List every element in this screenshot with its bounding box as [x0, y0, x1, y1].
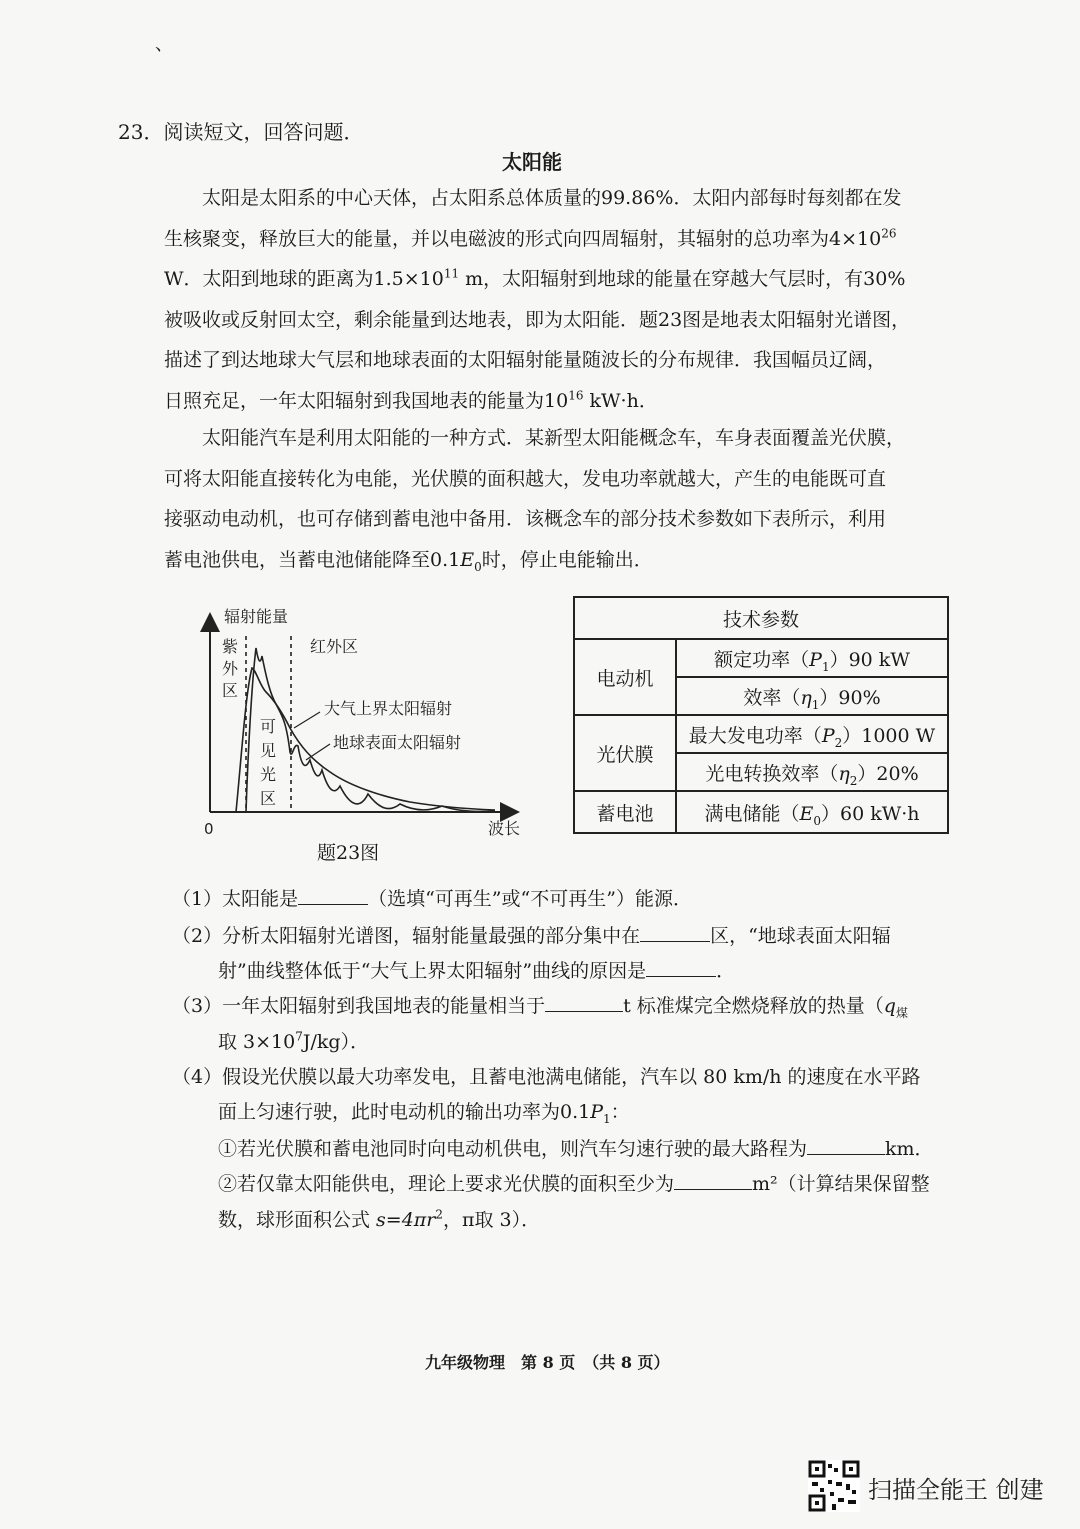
question-3: （3）一年太阳辐射到我国地表的能量相当于 t 标准煤完全燃烧释放的热量（$q_煤$: [172, 988, 908, 1024]
series-surface-label: 地球表面太阳辐射: [333, 733, 462, 752]
visible-label-1: 可: [260, 717, 277, 736]
tech-params-table: [573, 596, 949, 834]
visible-label-2: 见: [260, 741, 277, 760]
table-cell: 光电转换效率$(\eta_2)20\%$: [676, 753, 948, 791]
paragraph-2: [164, 418, 976, 580]
x-axis-label: 波长: [488, 819, 521, 838]
y-axis-label: 辐射能量: [224, 607, 289, 626]
paragraph-line: 被吸收或反射回太空，剩余能量到达地表，即为太阳能．题23图是地表太阳辐射光谱图，: [164, 308, 911, 331]
question-3-cont: 取 $3\times 10^7J/kg$）．: [218, 1029, 370, 1053]
paragraph-line: W．太阳到地球的距离为$1.5\times 10^{11}$ m，太阳辐射到地球的能量在穿越大气层时，有30%: [164, 266, 906, 290]
question-2: （2）分析太阳辐射光谱图，辐射能量最强的部分集中在 区，“地球表面太阳辐: [172, 918, 891, 954]
table-cell: 效率$(\eta_1)90\%$: [676, 677, 948, 715]
qr-code-icon: [808, 1460, 860, 1512]
uv-label-1: 紫: [222, 637, 239, 656]
table-group-battery: 蓄电池: [574, 791, 676, 833]
paragraph-line: 蓄电池供电，当蓄电池储能降至$0.1E_0$时，停止电能输出．: [164, 548, 653, 574]
table-group-motor: 电动机: [574, 639, 676, 715]
question-2-cont: 射”曲线整体低于“大气上界太阳辐射”曲线的原因是 ．: [218, 953, 735, 989]
ir-label: 红外区: [310, 637, 359, 656]
paragraph-line: 太阳能汽车是利用太阳能的一种方式．某新型太阳能概念车，车身表面覆盖光伏膜，: [202, 427, 906, 449]
table-group-pv: 光伏膜: [574, 715, 676, 791]
chart-caption: 题23图: [317, 842, 380, 864]
question-4-1: ①若光伏膜和蓄电池同时向电动机供电，则汽车匀速行驶的最大路程为 km．: [218, 1131, 934, 1167]
paragraph-line: 太阳是太阳系的中心天体，占太阳系总体质量的99.86%．太阳内部每时每刻都在发: [202, 187, 902, 209]
table-cell: 额定功率$(P_1)90$ kW: [676, 639, 948, 677]
question-1: （1）太阳能是 （选填“可再生”或“不可再生”）能源．: [172, 881, 692, 917]
answer-blank[interactable]: [807, 1134, 885, 1155]
question-title: 23．阅读短文，回答问题．: [118, 120, 364, 144]
table-title: 技术参数: [574, 597, 948, 639]
answer-blank[interactable]: [674, 1169, 752, 1190]
table-cell: 满电储能$(E_0)60$ kW·h: [676, 791, 948, 833]
answer-blank[interactable]: [298, 884, 368, 905]
uv-label-2: 外: [222, 659, 239, 678]
stray-mark: 、: [155, 34, 173, 55]
paragraph-line: 日照充足，一年太阳辐射到我国地表的能量为$10^{16}$ kW·h．: [164, 388, 658, 412]
paragraph-line: 描述了到达地球大气层和地球表面的太阳辐射能量随波长的分布规律．我国幅员辽阔，: [164, 349, 887, 371]
paragraph-line: 生核聚变，释放巨大的能量，并以电磁波的形式向四周辐射，其辐射的总功率为$4\times 10^{26}$: [164, 226, 897, 250]
paragraph-line: 可将太阳能直接转化为电能，光伏膜的面积越大，发电功率就越大，产生的电能既可直: [164, 467, 887, 490]
paragraph-1: [164, 178, 976, 421]
series-top-label: 大气上界太阳辐射: [324, 699, 453, 718]
page-footer: 九年级物理 第 8 页 （共 8 页）: [425, 1353, 670, 1372]
visible-label-3: 光: [260, 765, 277, 784]
origin-label: 0: [204, 820, 214, 838]
answer-blank[interactable]: [646, 956, 716, 977]
answer-blank[interactable]: [640, 921, 710, 942]
visible-label-4: 区: [260, 789, 277, 808]
spectrum-chart: [190, 600, 535, 870]
watermark-text: 扫描全能王 创建: [868, 1476, 1044, 1504]
question-4-cont: 面上匀速行驶，此时电动机的输出功率为$0.1P_1$：: [218, 1101, 630, 1126]
question-4-3: 数，球形面积公式 $s=4\pi r^2$，π取 3）．: [218, 1207, 541, 1231]
series-top-leader: [294, 712, 320, 728]
answer-blank[interactable]: [545, 991, 623, 1012]
series-surface-leader: [306, 744, 330, 760]
uv-label-3: 区: [222, 681, 239, 700]
article-title: 太阳能: [502, 150, 562, 174]
question-4-2: ②若仅靠太阳能供电，理论上要求光伏膜的面积至少为 m²（计算结果保留整: [218, 1166, 930, 1202]
question-4: （4）假设光伏膜以最大功率发电，且蓄电池满电储能，汽车以 80 km/h 的速度在水平路: [172, 1066, 921, 1088]
earth-surface-curve: [246, 648, 495, 812]
paragraph-line: 接驱动电动机，也可存储到蓄电池中备用．该概念车的部分技术参数如下表所示，利用: [164, 508, 887, 530]
table-cell: 最大发电功率$(P_2)1000$ W: [676, 715, 948, 753]
